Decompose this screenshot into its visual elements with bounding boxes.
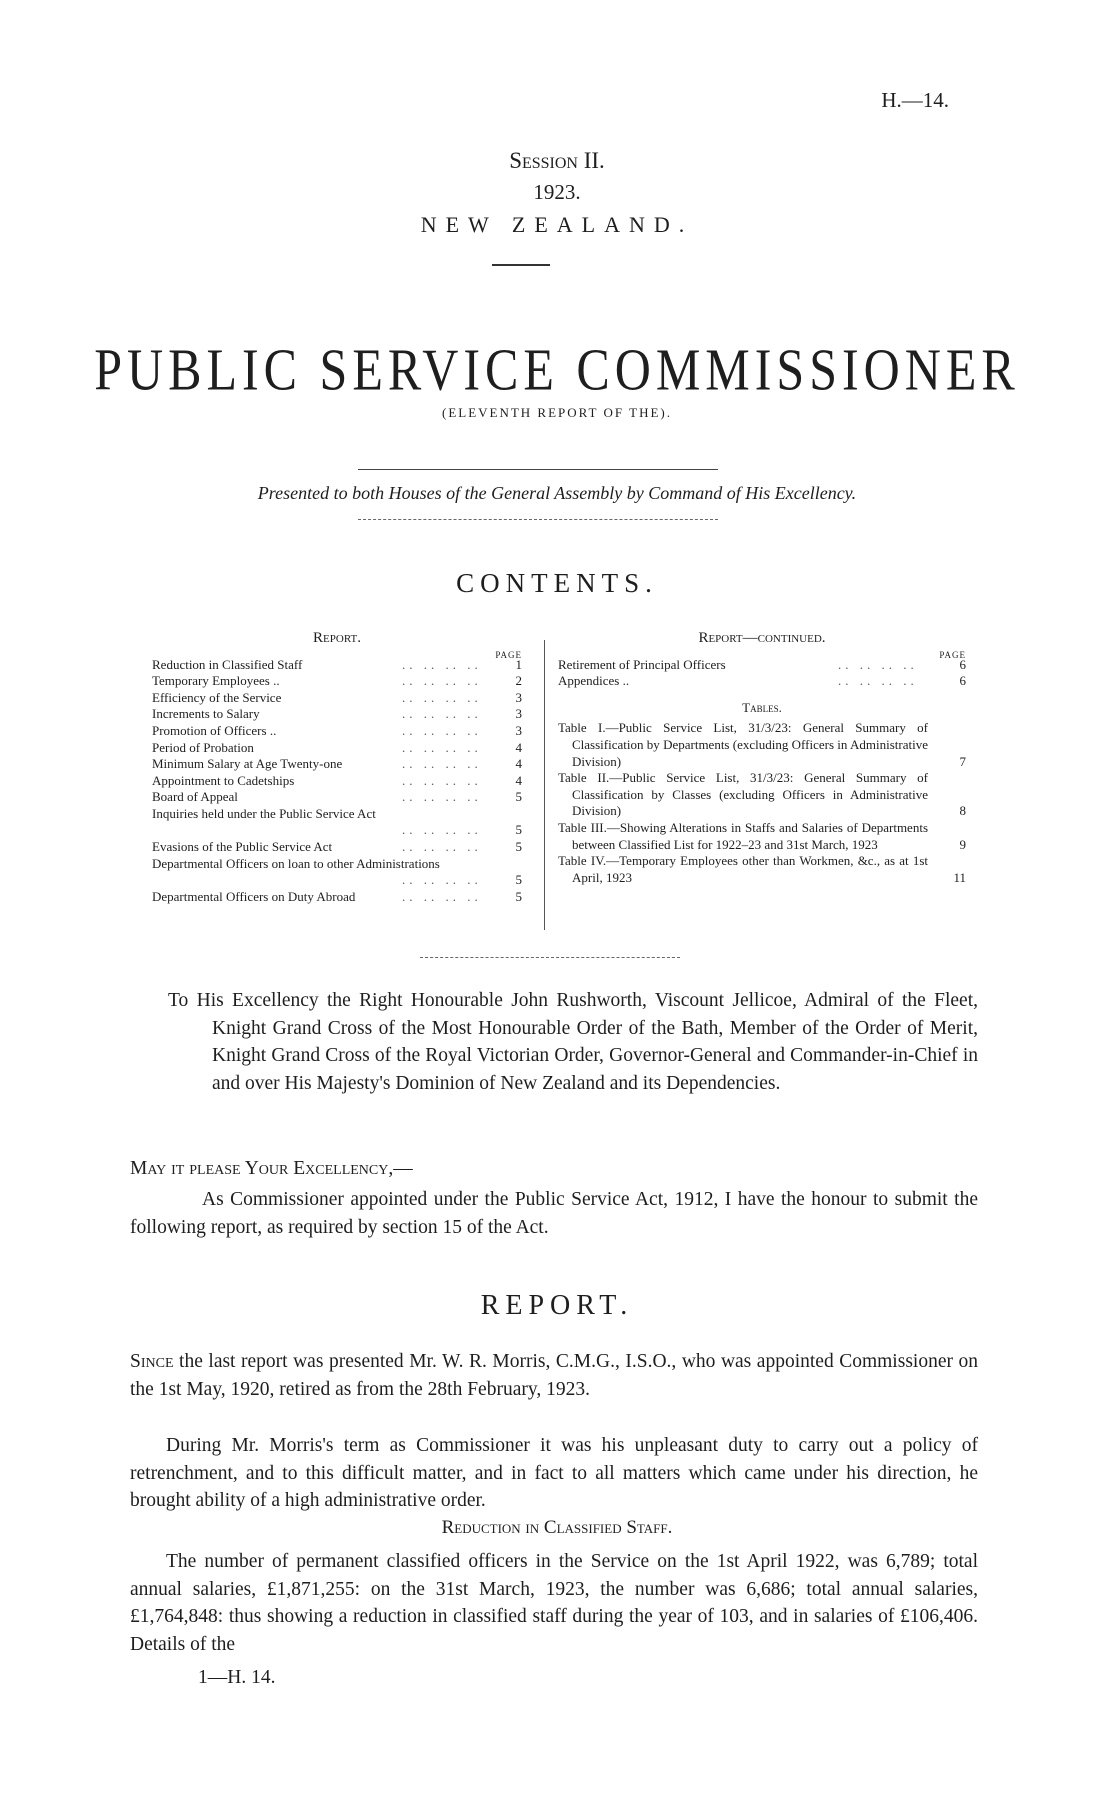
title-divider bbox=[358, 469, 718, 470]
contents-entry-page: 5 bbox=[515, 789, 522, 805]
document-subtitle: (ELEVENTH REPORT OF THE). bbox=[441, 405, 672, 420]
contents-table-entry bbox=[558, 820, 966, 853]
session-label: Session II. bbox=[509, 148, 605, 173]
contents-entry-page: 2 bbox=[515, 673, 522, 689]
contents-entry-label: Departmental Officers on loan to other Administrations bbox=[152, 855, 440, 871]
leader-dots: .. .. .. .. bbox=[402, 656, 482, 672]
page-footer: 1—H. 14. bbox=[198, 1667, 276, 1688]
contents-entry-label: Period of Probation bbox=[152, 739, 254, 755]
report-heading: REPORT. bbox=[480, 1290, 634, 1321]
contents-table-page: 9 bbox=[959, 836, 966, 852]
contents-table-label: Table I.—Public Service List, 31/3/23: General Summary of Classification by Departments (excluding Officers in Administrative Division) bbox=[558, 720, 928, 769]
contents-entry-page: 3 bbox=[515, 689, 522, 705]
leader-dots: .. .. .. .. bbox=[402, 722, 482, 738]
header-divider bbox=[492, 264, 550, 266]
contents-table-entry bbox=[558, 853, 966, 886]
contents-table-entry bbox=[558, 770, 966, 820]
contents-table-page: 11 bbox=[953, 869, 966, 885]
presented-line: Presented to both Houses of the General Assembly by Command of His Excellency. bbox=[257, 483, 857, 503]
page-label-right: PAGE bbox=[939, 649, 966, 660]
contents-entry-page: 4 bbox=[515, 739, 522, 755]
contents-entry-label: Retirement of Principal Officers bbox=[558, 656, 726, 672]
contents-entry-label: Minimum Salary at Age Twenty-one bbox=[152, 756, 343, 772]
contents-entry-label: Appointment to Cadetships bbox=[152, 772, 295, 788]
contents-table-page: 7 bbox=[959, 753, 966, 769]
contents-entry bbox=[152, 889, 522, 906]
contents-table-label: Table IV.—Temporary Employees other than Workmen, &c., as at 1st April, 1923 bbox=[558, 853, 928, 885]
contents-entry-label: Board of Appeal bbox=[152, 789, 238, 805]
contents-entry-page: 3 bbox=[515, 722, 522, 738]
contents-left-column bbox=[152, 630, 522, 905]
contents-entry bbox=[152, 756, 522, 773]
leader-dots: .. .. .. .. bbox=[402, 789, 482, 805]
contents-entry bbox=[558, 657, 966, 674]
contents-entry-label: Appendices .. bbox=[558, 673, 630, 689]
leader-dots: .. .. .. .. bbox=[402, 871, 482, 887]
contents-right-heading bbox=[558, 630, 966, 647]
contents-table-label: Table III.—Showing Alterations in Staffs and Salaries of Departments between Classified List for 1922–23 and 31st March, 1923 bbox=[558, 819, 928, 852]
section-heading-reduction: Reduction in Classified Staff. bbox=[441, 1517, 673, 1538]
contents-entry bbox=[152, 723, 522, 740]
contents-entry bbox=[152, 856, 522, 889]
contents-entry-page: 5 bbox=[515, 888, 522, 904]
contents-entry bbox=[152, 740, 522, 757]
contents-entry-page: 4 bbox=[515, 772, 522, 788]
contents-entry-page: 5 bbox=[515, 871, 522, 887]
contents-entry bbox=[152, 673, 522, 690]
address-paragraph bbox=[168, 987, 978, 1097]
contents-divider bbox=[420, 957, 680, 958]
contents-entry-label: Reduction in Classified Staff bbox=[152, 656, 303, 672]
contents-entry-label: Increments to Salary bbox=[152, 706, 260, 722]
contents-right-column bbox=[558, 630, 966, 886]
contents-entry bbox=[152, 789, 522, 806]
contents-entry bbox=[152, 690, 522, 707]
leader-dots: .. .. .. .. bbox=[402, 838, 482, 854]
tables-heading: Tables. bbox=[742, 699, 782, 715]
contents-left-heading: Report. bbox=[313, 630, 361, 646]
document-title: PUBLIC SERVICE COMMISSIONER bbox=[94, 336, 1020, 403]
leader-dots: .. .. .. .. bbox=[402, 772, 482, 788]
report-para-1 bbox=[130, 1348, 978, 1403]
contents-entry-page: 3 bbox=[515, 706, 522, 722]
contents-entry-page: 6 bbox=[959, 673, 966, 689]
report-para-1-lead: Since bbox=[130, 1351, 174, 1372]
contents-entry-page: 6 bbox=[959, 656, 966, 672]
contents-entry bbox=[152, 657, 522, 674]
leader-dots: .. .. .. .. bbox=[838, 656, 918, 672]
contents-entry-label: Promotion of Officers .. bbox=[152, 722, 277, 738]
page-label-left: PAGE bbox=[495, 649, 522, 660]
contents-entry-page: 5 bbox=[515, 821, 522, 837]
presented-divider bbox=[358, 519, 718, 520]
salutation: May it please Your Excellency,— bbox=[130, 1158, 413, 1179]
document-reference: H.—14. bbox=[881, 88, 949, 112]
leader-dots: .. .. .. .. bbox=[402, 739, 482, 755]
year-label: 1923. bbox=[533, 180, 581, 204]
contents-table-entry bbox=[558, 720, 966, 770]
contents-heading: CONTENTS. bbox=[456, 568, 658, 598]
leader-dots: .. .. .. .. bbox=[402, 888, 482, 904]
report-continued-heading: Report—continued. bbox=[698, 630, 826, 646]
leader-dots: .. .. .. .. bbox=[402, 689, 482, 705]
contents-entry-label: Evasions of the Public Service Act bbox=[152, 838, 333, 854]
contents-entry-page: 4 bbox=[515, 756, 522, 772]
leader-dots: .. .. .. .. bbox=[402, 821, 482, 837]
contents-entry-page: 5 bbox=[515, 838, 522, 854]
address-body: As Commissioner appointed under the Public Service Act, 1912, I have the honour to submit the following report, as required by section 15 of the Act. bbox=[130, 1189, 978, 1238]
leader-dots: .. .. .. .. bbox=[838, 673, 918, 689]
contents-entry-label: Efficiency of the Service bbox=[152, 689, 282, 705]
leader-dots: .. .. .. .. bbox=[402, 756, 482, 772]
contents-entry bbox=[152, 773, 522, 790]
contents-entry bbox=[558, 673, 966, 690]
country-label: NEW ZEALAND. bbox=[420, 212, 694, 237]
contents-entry bbox=[152, 706, 522, 723]
contents-entry-label: Temporary Employees .. bbox=[152, 673, 280, 689]
contents-table-label: Table II.—Public Service List, 31/3/23: General Summary of Classification by Classes (excluding Officers in Administrative Division) bbox=[558, 770, 928, 819]
address-to: To His Excellency the Right Honourable John Rushworth, Viscount Jellicoe, Admiral of the Fleet, Knight Grand Cross of the Most Honourable Order of the Bath, Member of the Order of Merit, Knight Grand Cross of the Royal Victorian Order, Governor-General and Commander-in-Chief in and over His Majesty's Dominion of New Zealand and its Dependencies. bbox=[168, 990, 978, 1094]
contents-entry-label: Departmental Officers on Duty Abroad bbox=[152, 888, 356, 904]
report-para-2: During Mr. Morris's term as Commissioner it was his unpleasant duty to carry out a policy of retrenchment, and to this difficult matter, and in fact to all matters which came under his direction, he brought ability of a high administrative order. bbox=[130, 1435, 978, 1511]
contents-entry bbox=[152, 839, 522, 856]
leader-dots: .. .. .. .. bbox=[402, 673, 482, 689]
report-para-3: The number of permanent classified officers in the Service on the 1st April 1922, was 6,789; total annual salaries, £1,871,255: on the 31st March, 1923, the number was 6,686; total annual salaries, £1,764,848: thus showing a reduction in classified staff during the year of 103, and in salaries of £106,406. Details of the bbox=[130, 1551, 978, 1655]
contents-table-page: 8 bbox=[959, 803, 966, 819]
leader-dots: .. .. .. .. bbox=[402, 706, 482, 722]
contents-entry bbox=[152, 806, 522, 839]
contents-entry-page: 1 bbox=[515, 656, 522, 672]
contents-separator bbox=[544, 640, 545, 930]
contents-entry-label: Inquiries held under the Public Service Act bbox=[152, 805, 376, 821]
report-para-1-text: the last report was presented Mr. W. R. Morris, C.M.G., I.S.O., who was appointed Commissioner on the 1st May, 1920, retired as from the 28th February, 1923. bbox=[130, 1351, 979, 1400]
